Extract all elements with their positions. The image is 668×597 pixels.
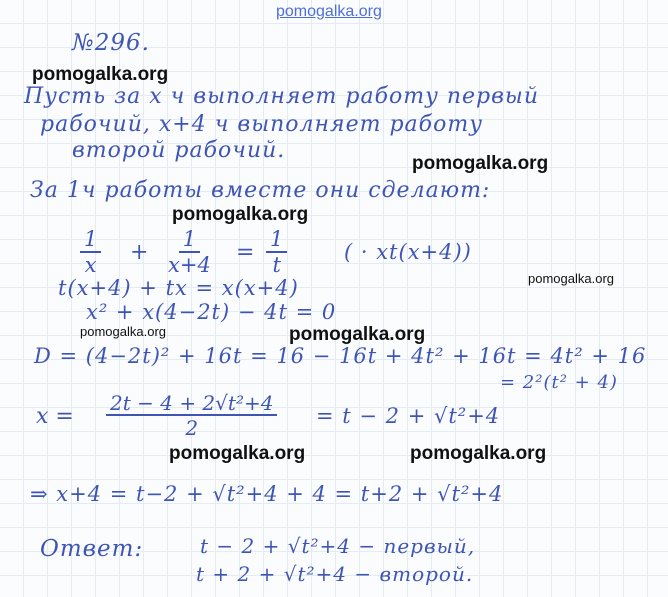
watermark: pomogalka.org	[410, 443, 547, 464]
watermark: pomogalka.org	[80, 324, 166, 339]
watermark: pomogalka.org	[289, 324, 426, 345]
multiply-note: ( · xt(x+4))	[344, 240, 472, 264]
root-lhs: x =	[36, 404, 74, 429]
fraction-1-over-t	[266, 228, 287, 278]
discriminant-line: D = (4−2t)² + 16t = 16 − 16t + 4t² + 16t = 4t² + 16	[34, 344, 647, 368]
root-fraction	[106, 392, 277, 440]
fraction-1-over-x-plus-4	[164, 228, 215, 278]
watermark-top: pomogalka.org	[276, 3, 382, 20]
equation-line: x² + x(4−2t) − 4t = 0	[86, 300, 337, 324]
problem-number: №296.	[72, 30, 150, 56]
problem-line: рабочий, x+4 ч выполняет работу	[40, 112, 483, 137]
fraction-numerator: 1	[266, 228, 287, 253]
answer-line: t + 2 + √t²+4 − второй.	[196, 562, 474, 586]
problem-line: Пусть за x ч выполняет работу первый	[24, 84, 540, 109]
answer-line: t − 2 + √t²+4 − первый,	[200, 534, 476, 558]
watermark: pomogalka.org	[169, 443, 306, 464]
fraction-denominator: 2	[185, 416, 199, 440]
fraction-1-over-x	[80, 228, 101, 278]
plus-sign: +	[130, 240, 149, 265]
equation-line: t(x+4) + tx = x(x+4)	[58, 276, 299, 300]
fraction-denominator: t	[272, 253, 281, 278]
watermark: pomogalka.org	[172, 204, 309, 225]
watermark: pomogalka.org	[412, 153, 549, 174]
fraction-numerator: 1	[80, 228, 101, 253]
fraction-denominator: x+4	[168, 253, 211, 278]
watermark: pomogalka.org	[528, 271, 614, 286]
fraction-numerator: 1	[179, 228, 200, 253]
root-simplified: = t − 2 + √t²+4	[316, 404, 501, 428]
equals-sign: =	[236, 240, 255, 265]
fraction-numerator: 2t − 4 + 2√t²+4	[106, 392, 277, 416]
second-worker-line: ⇒ x+4 = t−2 + √t²+4 + 4 = t+2 + √t²+4	[30, 482, 504, 506]
fraction-denominator: x	[84, 253, 97, 278]
problem-line: За 1ч работы вместе они сделают:	[30, 178, 491, 203]
watermark: pomogalka.org	[32, 64, 169, 85]
problem-line: второй рабочий.	[72, 138, 286, 163]
answer-label: Ответ:	[40, 536, 144, 562]
discriminant-line-2: = 2²(t² + 4)	[500, 372, 618, 393]
